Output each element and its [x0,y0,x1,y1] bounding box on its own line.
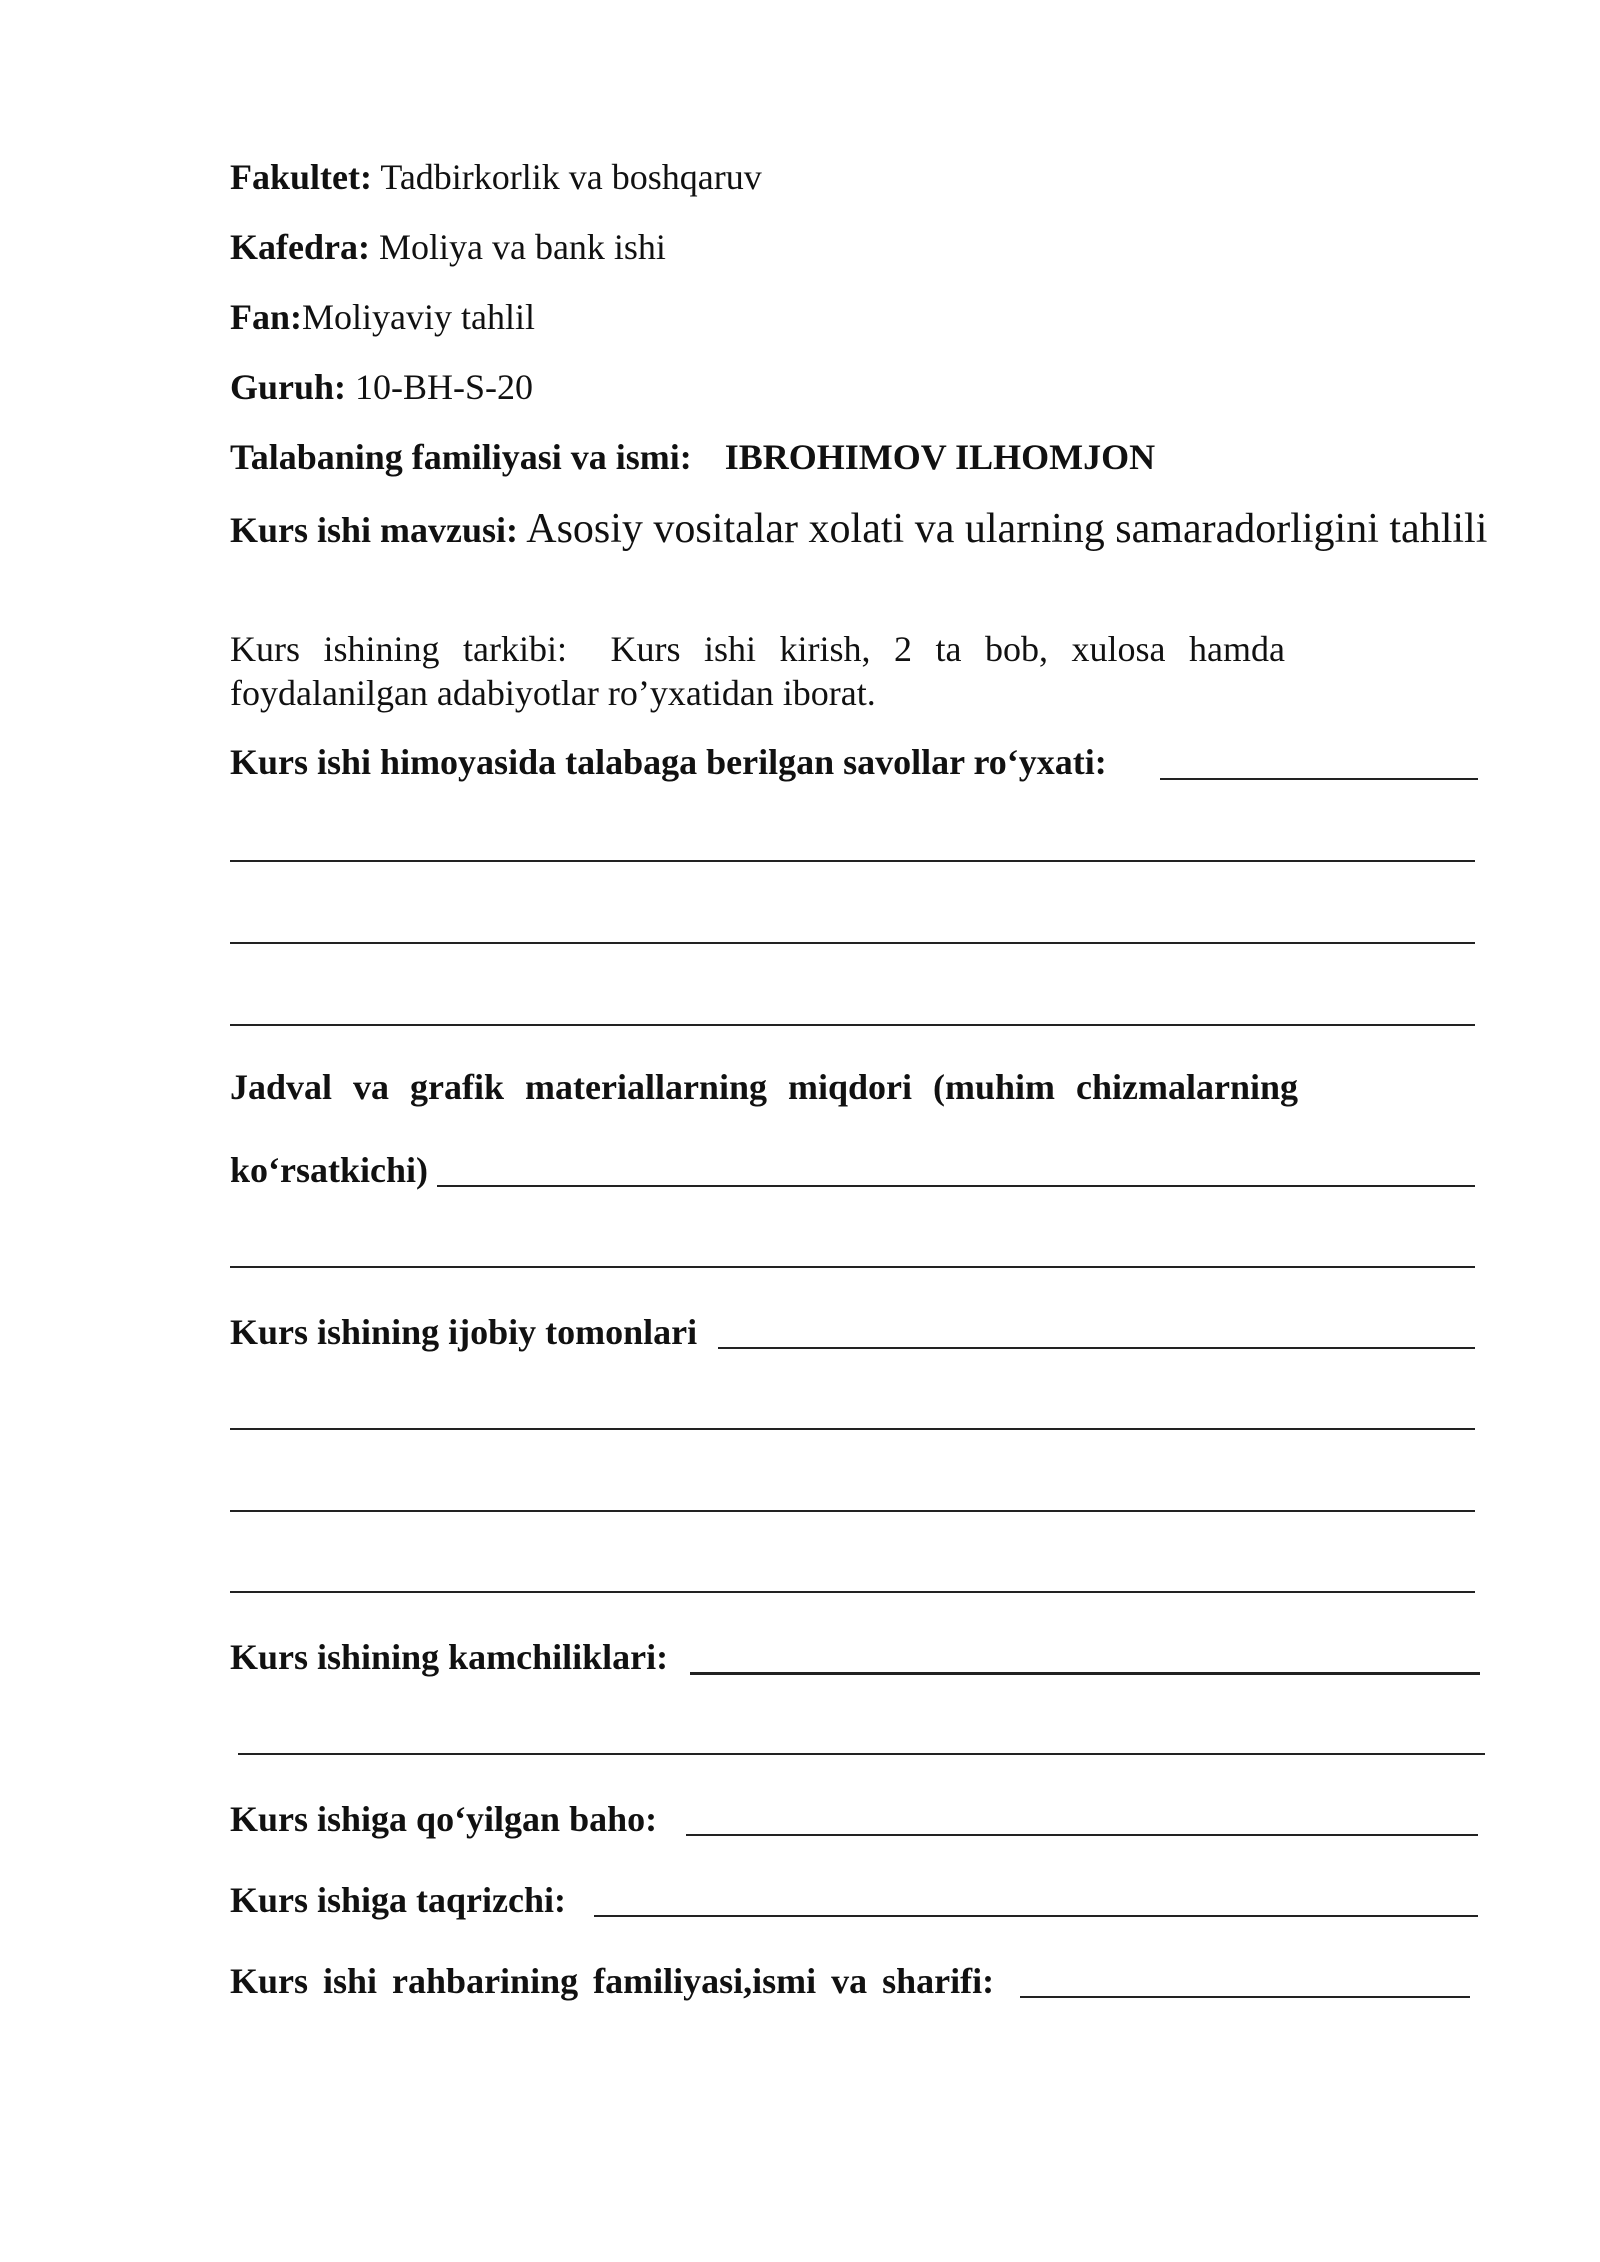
savollar-answer-line[interactable] [230,860,1475,862]
kafedra-value: Moliya va bank ishi [378,227,666,267]
talaba-value: IBROHIMOV ILHOMJON [724,437,1156,477]
ijobiy-prompt: Kurs ishining ijobiy tomonlari [230,1312,698,1352]
savollar-answer-line[interactable] [1160,778,1478,780]
jadval-prompt-line2: ko‘rsatkichi) [230,1150,428,1190]
savollar-answer-line[interactable] [230,942,1475,944]
kamchilik-prompt: Kurs ishining kamchiliklari: [230,1637,669,1677]
taqrizchi-prompt: Kurs ishiga taqrizchi: [230,1880,567,1920]
talaba-row [230,435,1490,479]
jadval-answer-line[interactable] [230,1266,1475,1268]
rahbar-answer-line[interactable] [1020,1996,1470,1998]
jadval-prompt-line1: Jadval va grafik materiallarning miqdori (muhim chizmalarning [230,1067,1298,1107]
fakultet-row [230,155,1490,199]
fakultet-label: Fakultet: [230,157,372,197]
guruh-value: 10-BH-S-20 [355,367,534,407]
savollar-prompt: Kurs ishi himoyasida talabaga berilgan savollar ro‘yxati: [230,742,1107,782]
talaba-label: Talabaning familiyasi va ismi: [230,437,692,477]
mavzu-value: Asosiy vositalar xolati va ularning samaradorligini tahlili [526,506,1488,552]
fan-label: Fan: [230,297,302,337]
fakultet-value: Tadbirkorlik va boshqaruv [380,157,762,197]
ijobiy-answer-line[interactable] [230,1591,1475,1593]
fan-row [230,295,1490,339]
ijobiy-answer-line[interactable] [230,1510,1475,1512]
fan-value: Moliyaviy tahlil [302,297,535,337]
jadval-answer-line[interactable] [437,1185,1475,1187]
mavzu-label: Kurs ishi mavzusi: [230,510,519,550]
kamchilik-answer-line[interactable] [238,1753,1485,1755]
tarkib-value: Kurs ishi kirish, 2 ta bob, xulosa hamda foydalanilgan adabiyotlar ro’yxatidan iborat. [230,629,1285,713]
rahbar-prompt: Kurs ishi rahbarining familiyasi,ismi va sharifi: [230,1961,995,2001]
tarkib-row [230,627,1285,715]
savollar-answer-line[interactable] [230,1024,1475,1026]
kafedra-label: Kafedra: [230,227,370,267]
tarkib-label: Kurs ishining tarkibi: [230,629,567,669]
baho-prompt: Kurs ishiga qo‘yilgan baho: [230,1799,658,1839]
mavzu-row [230,505,1490,554]
guruh-row [230,365,1490,409]
guruh-label: Guruh: [230,367,347,407]
taqrizchi-answer-line[interactable] [594,1915,1478,1917]
kafedra-row [230,225,1490,269]
baho-answer-line[interactable] [686,1834,1478,1836]
ijobiy-answer-line[interactable] [230,1428,1475,1430]
kamchilik-answer-line[interactable] [690,1672,1480,1675]
ijobiy-answer-line[interactable] [718,1347,1475,1349]
